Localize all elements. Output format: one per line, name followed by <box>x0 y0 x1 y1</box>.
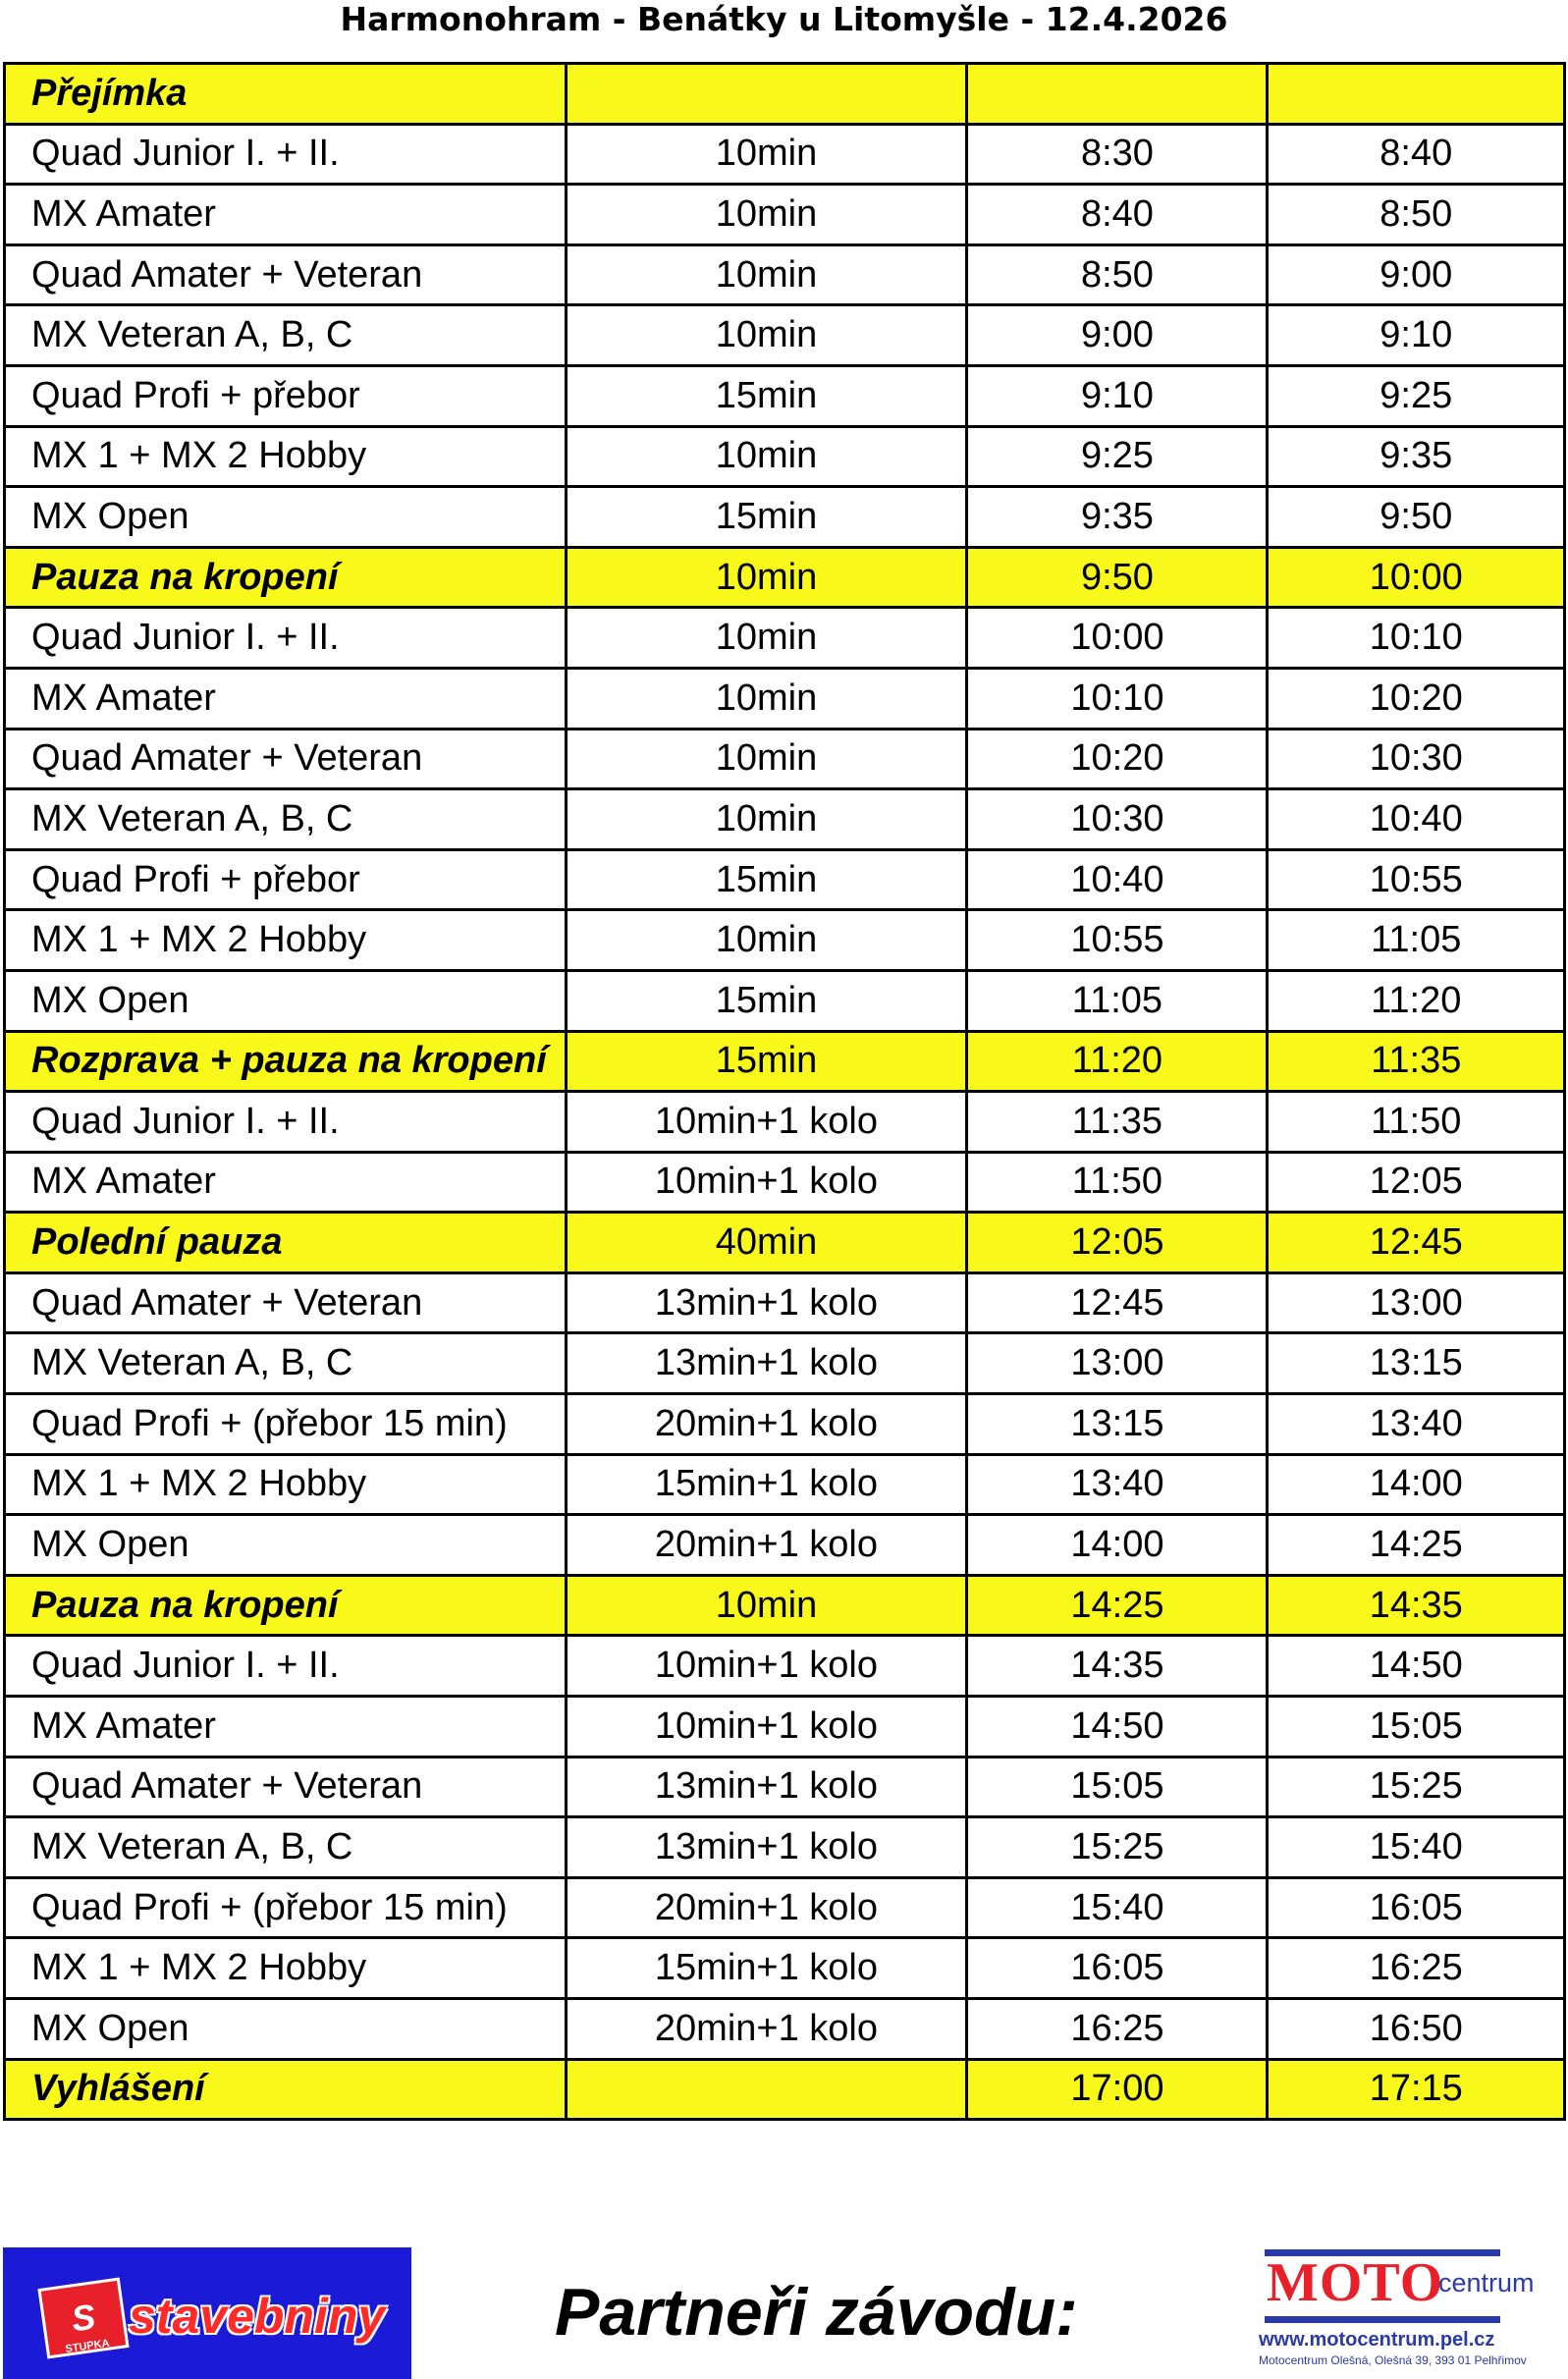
cell-name: Quad Junior I. + II. <box>5 1092 567 1153</box>
schedule-row <box>5 1697 1565 1757</box>
schedule-section-row <box>5 64 1565 125</box>
schedule-row <box>5 789 1565 850</box>
cell-start: 16:05 <box>967 1938 1268 1999</box>
schedule-section-row <box>5 547 1565 608</box>
page-title: Harmonohram - Benátky u Litomyšle - 12.4.2026 <box>340 0 1228 38</box>
schedule-row <box>5 1938 1565 1999</box>
cell-name: Quad Junior I. + II. <box>5 1636 567 1697</box>
cell-end: 14:50 <box>1268 1636 1565 1697</box>
cell-name: MX Open <box>5 1515 567 1576</box>
cell-name: Přejímka <box>5 64 567 125</box>
cell-end: 16:05 <box>1268 1877 1565 1938</box>
cell-duration <box>566 2059 967 2120</box>
schedule-row <box>5 365 1565 426</box>
cell-end: 10:30 <box>1268 729 1565 789</box>
cell-start: 8:50 <box>967 244 1268 305</box>
cell-start: 12:05 <box>967 1213 1268 1273</box>
cell-start: 14:25 <box>967 1575 1268 1636</box>
schedule-row <box>5 1454 1565 1515</box>
cell-name: MX Veteran A, B, C <box>5 789 567 850</box>
cell-name: Quad Amater + Veteran <box>5 729 567 789</box>
cell-end: 10:55 <box>1268 849 1565 910</box>
cell-duration: 10min <box>566 185 967 245</box>
cell-start: 15:05 <box>967 1757 1268 1817</box>
schedule-row <box>5 1999 1565 2060</box>
cell-end: 14:00 <box>1268 1454 1565 1515</box>
cell-end: 8:40 <box>1268 124 1565 185</box>
moto-wordmark: MOTO <box>1267 2252 1444 2313</box>
cell-start: 10:00 <box>967 608 1268 669</box>
cell-name: Quad Junior I. + II. <box>5 608 567 669</box>
schedule-row <box>5 849 1565 910</box>
cell-duration: 10min <box>566 547 967 608</box>
cell-duration: 20min+1 kolo <box>566 1394 967 1455</box>
cell-duration: 13min+1 kolo <box>566 1757 967 1817</box>
cell-end: 10:00 <box>1268 547 1565 608</box>
cell-name: Rozprava + pauza na kropení <box>5 1031 567 1092</box>
cell-start: 8:40 <box>967 185 1268 245</box>
cell-name: MX Amater <box>5 1152 567 1213</box>
cell-duration: 10min <box>566 910 967 971</box>
footer <box>0 2244 1568 2379</box>
cell-duration: 10min+1 kolo <box>566 1152 967 1213</box>
cell-name: Pauza na kropení <box>5 547 567 608</box>
schedule-row <box>5 1636 1565 1697</box>
cell-name: MX 1 + MX 2 Hobby <box>5 426 567 487</box>
centrum-wordmark: centrum <box>1438 2268 1535 2298</box>
cell-name: MX Amater <box>5 185 567 245</box>
schedule-section-row <box>5 1575 1565 1636</box>
cell-name: Quad Profi + (přebor 15 min) <box>5 1877 567 1938</box>
cell-name: MX Veteran A, B, C <box>5 305 567 366</box>
cell-name: Quad Junior I. + II. <box>5 124 567 185</box>
cell-duration: 15min <box>566 849 967 910</box>
cell-end: 12:45 <box>1268 1213 1565 1273</box>
cell-end: 15:05 <box>1268 1697 1565 1757</box>
motocentrum-logo <box>1247 2244 1561 2379</box>
cell-name: Polední pauza <box>5 1213 567 1273</box>
cell-name: MX Open <box>5 970 567 1031</box>
schedule-row <box>5 305 1565 366</box>
cell-start: 9:50 <box>967 547 1268 608</box>
schedule-row <box>5 1817 1565 1878</box>
cell-end: 9:25 <box>1268 365 1565 426</box>
cell-name: MX Open <box>5 487 567 548</box>
cell-start: 8:30 <box>967 124 1268 185</box>
cell-start: 15:25 <box>967 1817 1268 1878</box>
cell-duration: 13min+1 kolo <box>566 1333 967 1394</box>
motocentrum-address: Motocentrum Olešná, Olešná 39, 393 01 Pelhřimov <box>1259 2353 1527 2367</box>
schedule-section-row <box>5 2059 1565 2120</box>
cell-duration: 20min+1 kolo <box>566 1515 967 1576</box>
cell-duration: 15min <box>566 487 967 548</box>
cell-start: 9:25 <box>967 426 1268 487</box>
cell-name: Quad Profi + přebor <box>5 365 567 426</box>
cell-duration: 15min <box>566 970 967 1031</box>
cell-start <box>967 64 1268 125</box>
cell-duration: 10min <box>566 124 967 185</box>
cell-end: 9:35 <box>1268 426 1565 487</box>
cell-start: 14:50 <box>967 1697 1268 1757</box>
schedule-row <box>5 729 1565 789</box>
cell-duration: 15min+1 kolo <box>566 1938 967 1999</box>
cell-end: 16:25 <box>1268 1938 1565 1999</box>
schedule-row <box>5 970 1565 1031</box>
cell-start: 13:00 <box>967 1333 1268 1394</box>
cell-end: 15:25 <box>1268 1757 1565 1817</box>
cell-end <box>1268 64 1565 125</box>
cell-start: 10:55 <box>967 910 1268 971</box>
cell-end: 9:50 <box>1268 487 1565 548</box>
cell-start: 14:35 <box>967 1636 1268 1697</box>
cell-start: 9:10 <box>967 365 1268 426</box>
schedule-row <box>5 668 1565 729</box>
cell-start: 16:25 <box>967 1999 1268 2060</box>
cell-duration: 10min+1 kolo <box>566 1636 967 1697</box>
cell-name: MX Amater <box>5 668 567 729</box>
cell-start: 11:35 <box>967 1092 1268 1153</box>
cell-end: 13:15 <box>1268 1333 1565 1394</box>
logo-stripe-bottom <box>1265 2316 1500 2323</box>
cell-name: Quad Amater + Veteran <box>5 1757 567 1817</box>
cell-duration: 13min+1 kolo <box>566 1817 967 1878</box>
cell-end: 14:25 <box>1268 1515 1565 1576</box>
cell-name: MX 1 + MX 2 Hobby <box>5 1454 567 1515</box>
cell-duration <box>566 64 967 125</box>
schedule-row <box>5 124 1565 185</box>
stavebniny-logo <box>3 2247 411 2379</box>
schedule-row <box>5 1394 1565 1455</box>
cell-name: MX Open <box>5 1999 567 2060</box>
schedule-row <box>5 244 1565 305</box>
cell-start: 14:00 <box>967 1515 1268 1576</box>
cell-name: Quad Profi + přebor <box>5 849 567 910</box>
stupka-mark-icon: S STUPKA <box>37 2278 129 2359</box>
cell-start: 11:20 <box>967 1031 1268 1092</box>
cell-duration: 20min+1 kolo <box>566 1999 967 2060</box>
cell-end: 14:35 <box>1268 1575 1565 1636</box>
schedule-row <box>5 1877 1565 1938</box>
stavebniny-wordmark: stavebniny <box>129 2289 386 2344</box>
cell-name: MX 1 + MX 2 Hobby <box>5 1938 567 1999</box>
cell-start: 10:10 <box>967 668 1268 729</box>
cell-start: 17:00 <box>967 2059 1268 2120</box>
cell-name: Quad Profi + (přebor 15 min) <box>5 1394 567 1455</box>
cell-duration: 20min+1 kolo <box>566 1877 967 1938</box>
cell-name: Quad Amater + Veteran <box>5 1272 567 1333</box>
cell-name: Quad Amater + Veteran <box>5 244 567 305</box>
cell-start: 10:30 <box>967 789 1268 850</box>
cell-end: 10:20 <box>1268 668 1565 729</box>
cell-end: 11:35 <box>1268 1031 1565 1092</box>
schedule-row <box>5 1333 1565 1394</box>
motocentrum-url: www.motocentrum.pel.cz <box>1259 2329 1495 2351</box>
schedule-row <box>5 1152 1565 1213</box>
cell-start: 13:40 <box>967 1454 1268 1515</box>
cell-duration: 10min+1 kolo <box>566 1697 967 1757</box>
cell-end: 10:10 <box>1268 608 1565 669</box>
cell-start: 11:50 <box>967 1152 1268 1213</box>
cell-start: 12:45 <box>967 1272 1268 1333</box>
cell-duration: 10min <box>566 426 967 487</box>
cell-end: 15:40 <box>1268 1817 1565 1878</box>
schedule-row <box>5 1092 1565 1153</box>
cell-end: 8:50 <box>1268 185 1565 245</box>
cell-start: 11:05 <box>967 970 1268 1031</box>
cell-start: 13:15 <box>967 1394 1268 1455</box>
cell-start: 9:35 <box>967 487 1268 548</box>
partners-label: Partneři závodu: <box>555 2275 1078 2350</box>
schedule-row <box>5 1515 1565 1576</box>
cell-start: 15:40 <box>967 1877 1268 1938</box>
cell-end: 9:10 <box>1268 305 1565 366</box>
schedule-row <box>5 426 1565 487</box>
cell-start: 9:00 <box>967 305 1268 366</box>
schedule-body <box>5 64 1565 2120</box>
cell-duration: 10min <box>566 608 967 669</box>
schedule-row <box>5 185 1565 245</box>
schedule-table <box>3 62 1566 2121</box>
cell-end: 13:00 <box>1268 1272 1565 1333</box>
cell-end: 12:05 <box>1268 1152 1565 1213</box>
cell-end: 11:05 <box>1268 910 1565 971</box>
cell-duration: 15min <box>566 365 967 426</box>
cell-name: Vyhlášení <box>5 2059 567 2120</box>
cell-duration: 10min <box>566 244 967 305</box>
cell-end: 16:50 <box>1268 1999 1565 2060</box>
cell-duration: 15min+1 kolo <box>566 1454 967 1515</box>
cell-end: 13:40 <box>1268 1394 1565 1455</box>
cell-start: 10:20 <box>967 729 1268 789</box>
cell-duration: 15min <box>566 1031 967 1092</box>
cell-end: 9:00 <box>1268 244 1565 305</box>
schedule-row <box>5 608 1565 669</box>
cell-name: Pauza na kropení <box>5 1575 567 1636</box>
cell-name: MX 1 + MX 2 Hobby <box>5 910 567 971</box>
cell-end: 10:40 <box>1268 789 1565 850</box>
cell-duration: 10min <box>566 729 967 789</box>
cell-start: 10:40 <box>967 849 1268 910</box>
schedule-row <box>5 1757 1565 1817</box>
cell-duration: 13min+1 kolo <box>566 1272 967 1333</box>
cell-name: MX Veteran A, B, C <box>5 1817 567 1878</box>
schedule-row <box>5 487 1565 548</box>
cell-end: 11:50 <box>1268 1092 1565 1153</box>
cell-end: 17:15 <box>1268 2059 1565 2120</box>
cell-name: MX Veteran A, B, C <box>5 1333 567 1394</box>
cell-duration: 10min <box>566 305 967 366</box>
schedule-row <box>5 910 1565 971</box>
cell-end: 11:20 <box>1268 970 1565 1031</box>
cell-duration: 10min+1 kolo <box>566 1092 967 1153</box>
cell-duration: 10min <box>566 668 967 729</box>
schedule-section-row <box>5 1031 1565 1092</box>
schedule-section-row <box>5 1213 1565 1273</box>
cell-duration: 40min <box>566 1213 967 1273</box>
cell-name: MX Amater <box>5 1697 567 1757</box>
schedule-row <box>5 1272 1565 1333</box>
cell-duration: 10min <box>566 789 967 850</box>
cell-duration: 10min <box>566 1575 967 1636</box>
